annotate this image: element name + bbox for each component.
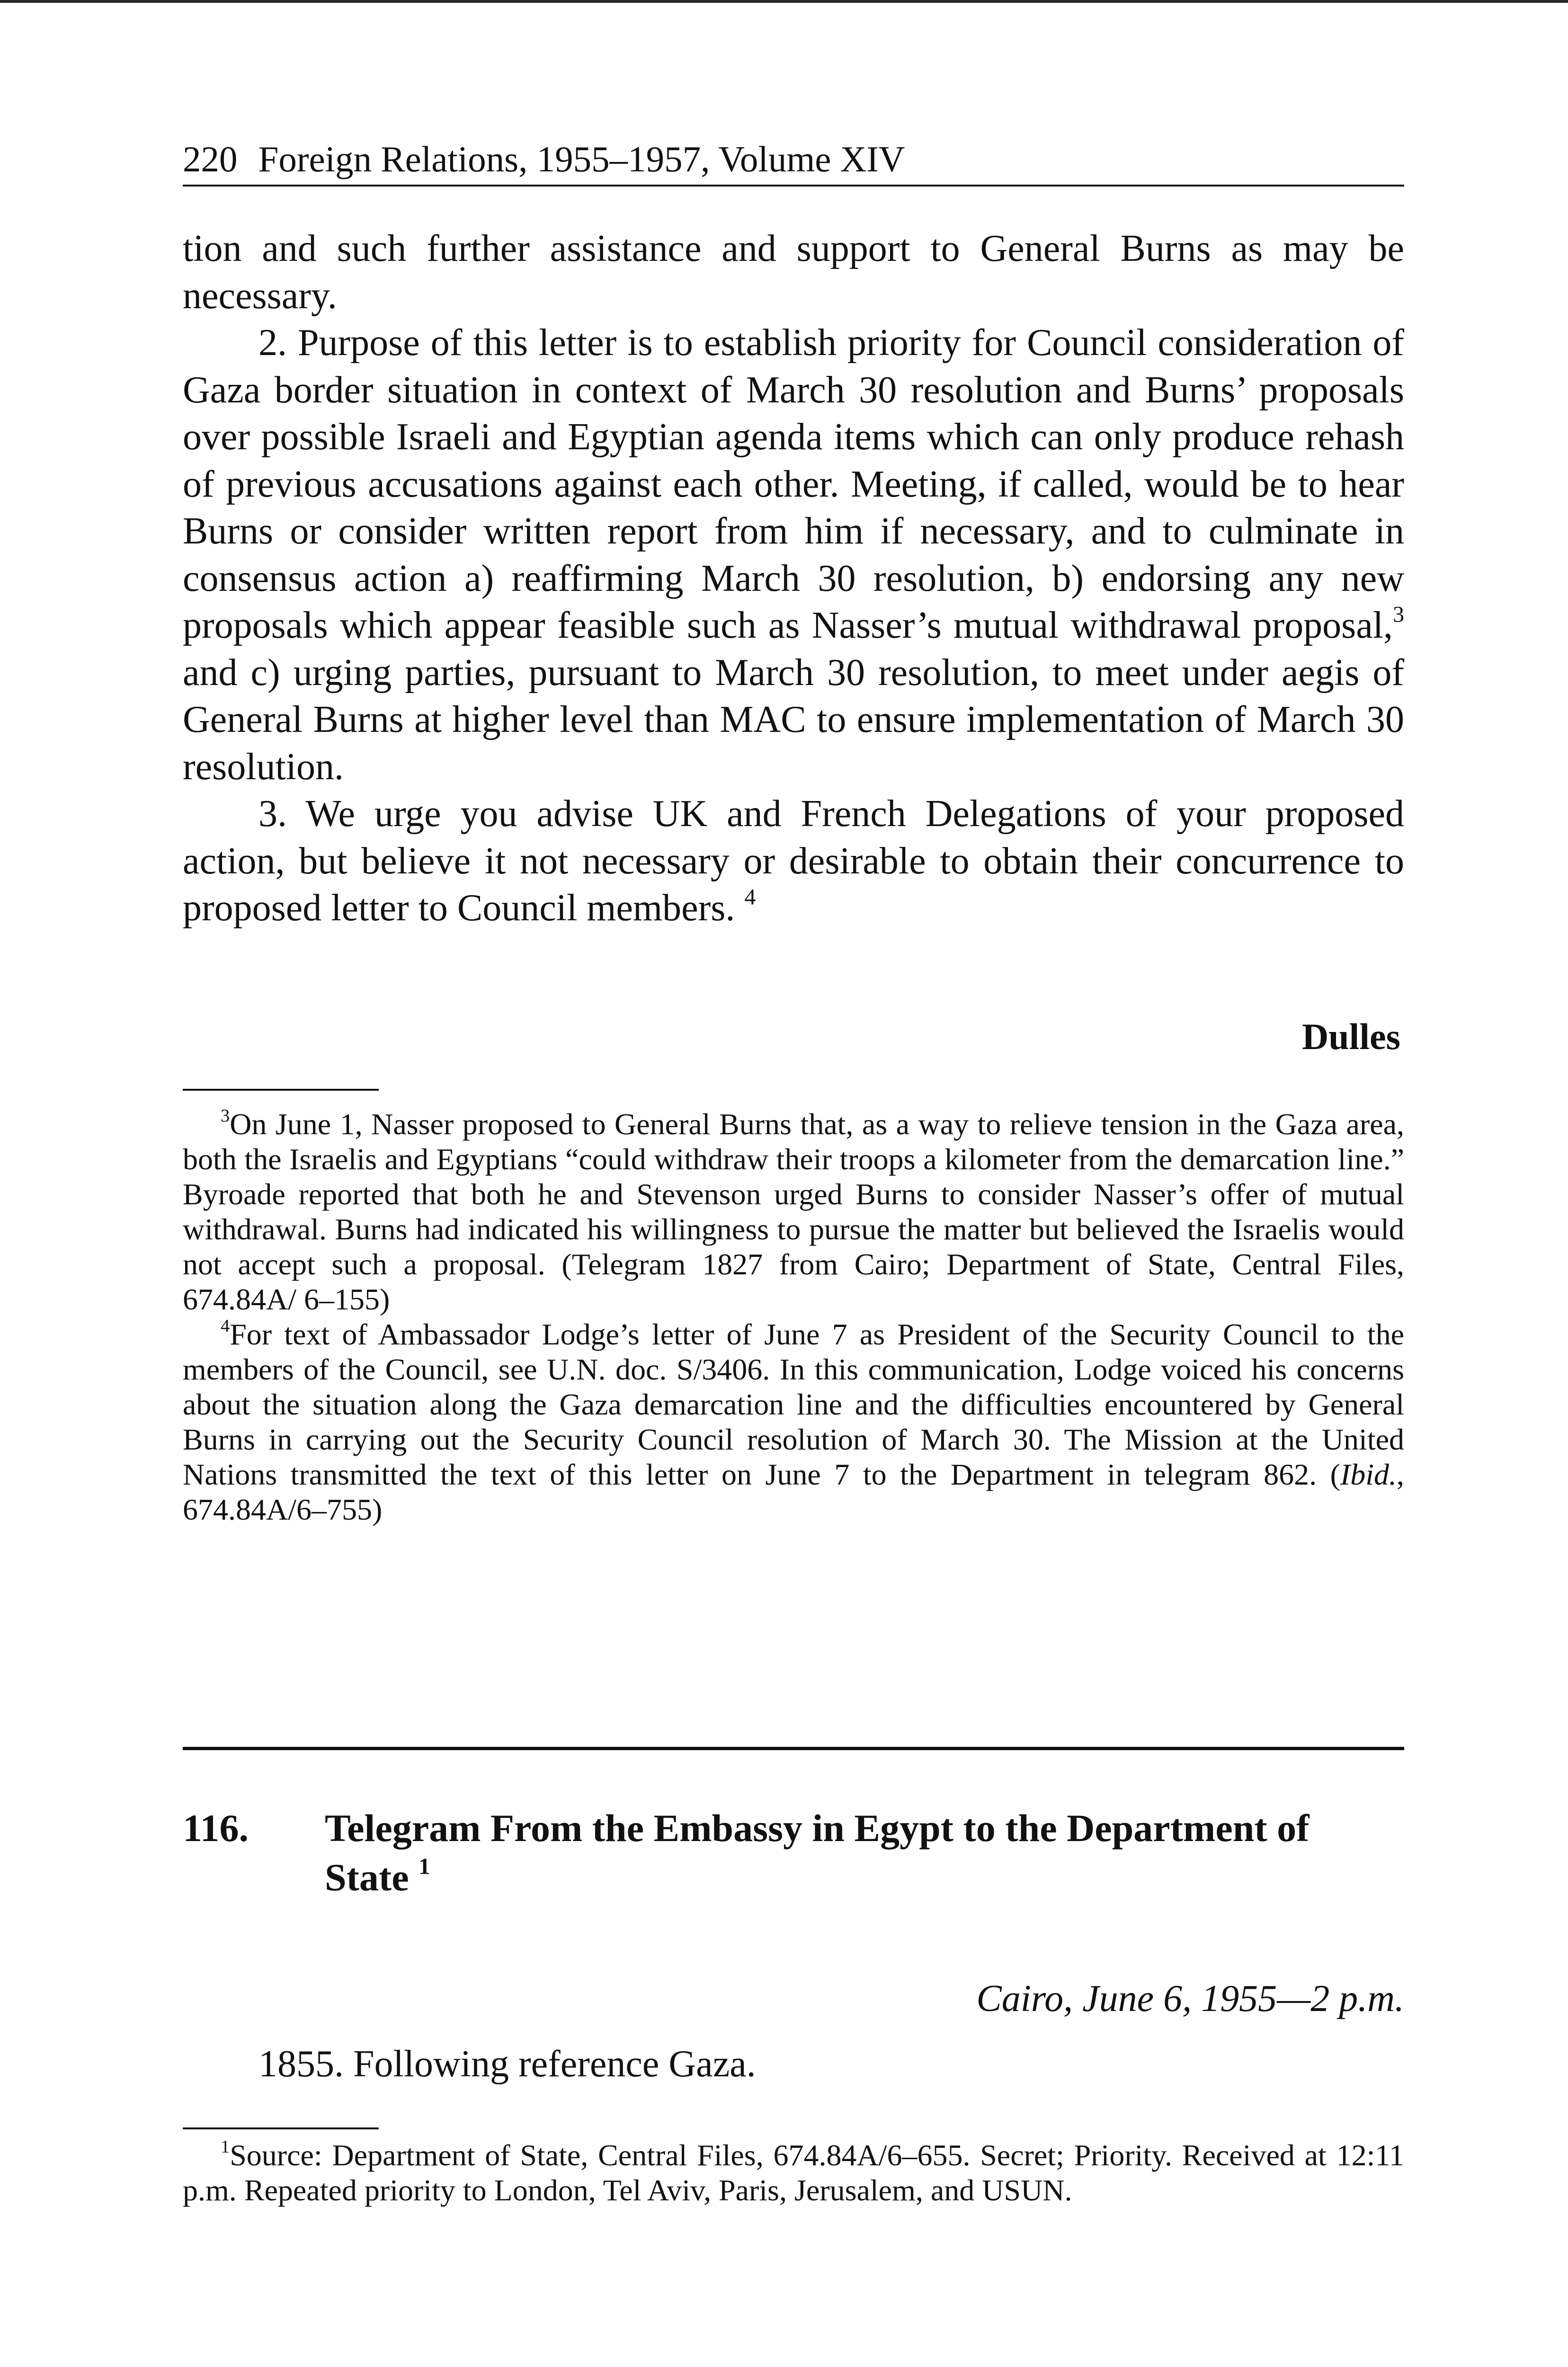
source-note-rule bbox=[183, 2127, 379, 2129]
footnote-4-ibid: Ibid. bbox=[1340, 1458, 1397, 1491]
letter-body bbox=[183, 225, 1404, 932]
signature: Dulles bbox=[1301, 1016, 1400, 1057]
footnote-1 bbox=[183, 2138, 1404, 2208]
document-title bbox=[325, 1804, 1376, 1902]
document-title-text: Telegram From the Embassy in Egypt to the Department of State bbox=[325, 1806, 1310, 1899]
footnote-3 bbox=[183, 1107, 1404, 1317]
paragraph-3 bbox=[183, 791, 1404, 932]
footnote-4-end: , 674.84A/6–755) bbox=[183, 1458, 1404, 1526]
document-number: 116. bbox=[183, 1806, 249, 1850]
dateline: Cairo, June 6, 1955—2 p.m. bbox=[976, 1978, 1404, 2020]
footnote-3-text: On June 1, Nasser proposed to General Burns that, as a way to relieve tension in the Gaza area, both the Israelis and Egyptians “could withdraw their troops a kilometer from the demarcation line.” Byroade reported that both he and Stevenson urged Burns to consider Nasser’s offer of mutual withdrawal. Burns had indicated his willingness to pursue the matter but believed the Israelis would not accept such a proposal. (Telegram 1827 from Cairo; Department of State, Central Files, 674.84A/ 6–155) bbox=[183, 1107, 1404, 1316]
footnote-ref-4: 4 bbox=[744, 884, 756, 910]
page-number: 220 bbox=[183, 139, 238, 179]
paragraph-2-end: and c) urging parties, pursuant to March 30 resolution, to meet under aegis of General Burns at higher level than MAC to ensure implementation of March 30 resolution. bbox=[183, 651, 1404, 788]
footnote-1-text: Source: Department of State, Central Files, 674.84A/6–655. Secret; Priority. Received at 12:11 p.m. Repeated priority to London, Tel Aviv, Paris, Jerusalem, and USUN. bbox=[183, 2138, 1404, 2207]
running-title: Foreign Relations, 1955–1957, Volume XIV bbox=[258, 139, 905, 179]
source-note-section bbox=[183, 2138, 1404, 2208]
scan-top-edge bbox=[0, 0, 1568, 3]
footnote-rule bbox=[183, 1089, 379, 1091]
telegram-opening: 1855. Following reference Gaza. bbox=[258, 2043, 756, 2085]
footnote-4 bbox=[183, 1317, 1404, 1527]
paragraph-1: tion and such further assistance and support to General Burns as may be necessary. bbox=[183, 228, 1404, 317]
footnote-4-mark: 4 bbox=[221, 1316, 230, 1336]
title-footnote-ref: 1 bbox=[419, 1853, 430, 1879]
header-rule bbox=[183, 185, 1404, 187]
paragraph-2-text: 2. Purpose of this letter is to establish priority for Council consideration of Gaza border situation in context of March 30 resolution and Burns’ proposals over possible Israeli and Egyptian agenda items which can only produce rehash of previous accusations against each other. Meeting, if called, would be to hear Burns or consider written report from him if necessary, and to culminate in consensus action a) reaffirming March 30 resolution, b) endorsing any new proposals which appear feasible such as Nasser’s mutual withdrawal proposal, bbox=[183, 322, 1404, 646]
footnotes-section bbox=[183, 1107, 1404, 1527]
footnote-3-mark: 3 bbox=[221, 1106, 230, 1126]
paragraph-2 bbox=[183, 320, 1404, 791]
footnote-1-mark: 1 bbox=[221, 2137, 230, 2157]
running-header bbox=[183, 135, 1404, 183]
section-divider bbox=[183, 1747, 1404, 1750]
footnote-ref-3: 3 bbox=[1393, 602, 1404, 627]
paragraph-3-text: 3. We urge you advise UK and French Delegations of your proposed action, but believe it not necessary or desirable to obtain their concurrence to proposed letter to Council members. bbox=[183, 793, 1404, 929]
footnote-4-text: For text of Ambassador Lodge’s letter of June 7 as President of the Security Council to the members of the Council, see U.N. doc. S/3406. In this communication, Lodge voiced his concerns about the situation along the Gaza demarcation line and the difficulties encountered by General Burns in carrying out the Security Council resolution of March 30. The Mission at the United Nations transmitted the text of this letter on June 7 to the Department in telegram 862. ( bbox=[183, 1317, 1404, 1491]
